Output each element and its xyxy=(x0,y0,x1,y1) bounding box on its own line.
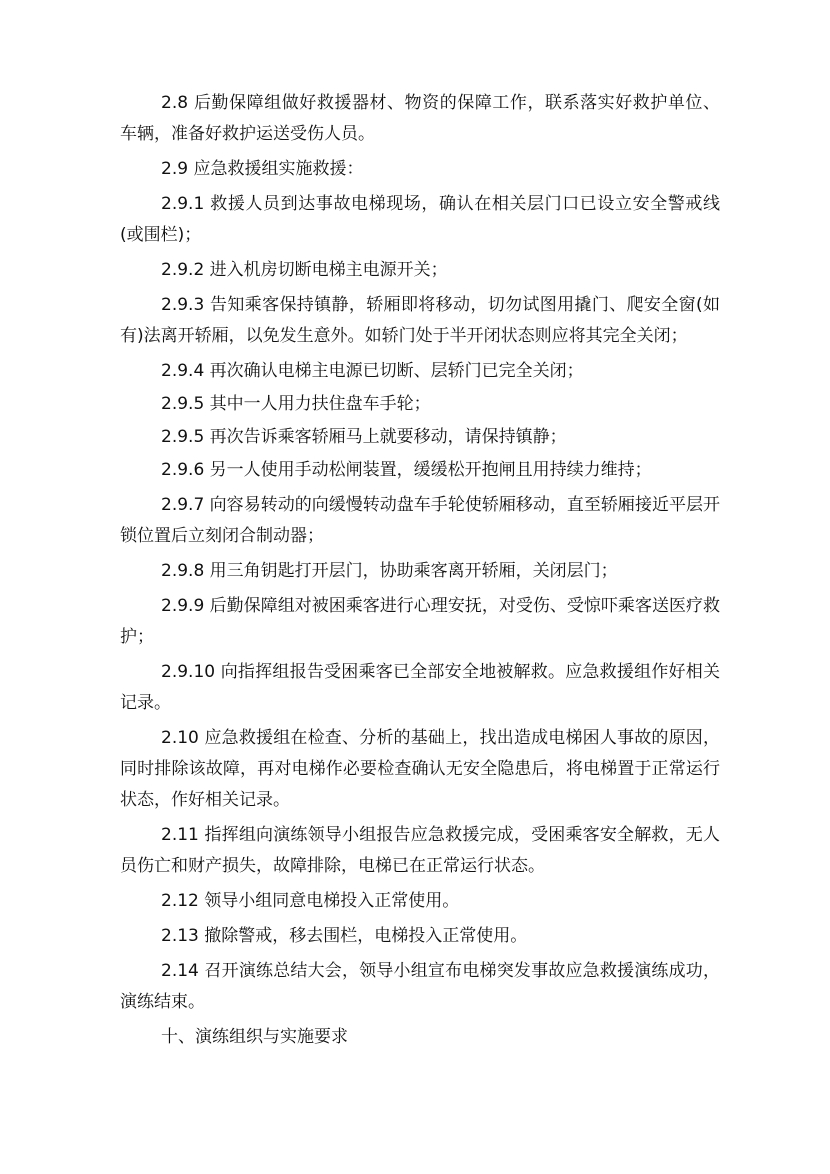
paragraph-2-9: 2.9 应急救援组实施救援： xyxy=(161,159,364,179)
paragraph-2-10: 2.10 应急救援组在检查、分析的基础上，找出造成电梯困人事故的原因，同时排除该故障，再对电梯作必要检查确认无安全隐患后，将电梯置于正常运行状态，作好相关记录。 xyxy=(120,728,720,810)
paragraph-2-13: 2.13 撤除警戒，移去围栏，电梯投入正常使用。 xyxy=(161,926,528,946)
paragraph-2-12: 2.12 领导小组同意电梯投入正常使用。 xyxy=(161,891,460,911)
paragraph-2-9-5b: 2.9.5 再次告诉乘客轿厢马上就要移动，请保持镇静； xyxy=(161,427,567,447)
paragraph-2-9-5a: 2.9.5 其中一人用力扶住盘车手轮； xyxy=(161,394,431,414)
paragraph-2-9-3: 2.9.3 告知乘客保持镇静，轿厢即将移动，切勿试图用撬门、爬安全窗(如有)法离开轿厢，以免发生意外。如轿门处于半开闭状态则应将其完全关闭； xyxy=(120,295,720,346)
section-heading: 十、演练组织与实施要求 xyxy=(161,1027,348,1047)
document-body xyxy=(120,88,720,1053)
paragraph-2-9-9: 2.9.9 后勤保障组对被困乘客进行心理安抚，对受伤、受惊吓乘客送医疗救护； xyxy=(120,596,720,647)
paragraph-2-9-6: 2.9.6 另一人使用手动松闸装置，缓缓松开抱闸且用持续力维持； xyxy=(161,460,652,480)
paragraph-2-9-1: 2.9.1 救援人员到达事故电梯现场，确认在相关层门口已设立安全警戒线(或围栏)； xyxy=(120,194,720,245)
paragraph-2-9-10: 2.9.10 向指挥组报告受困乘客已全部安全地被解救。应急救援组作好相关记录。 xyxy=(120,662,720,713)
paragraph-2-9-7: 2.9.7 向容易转动的向缓慢转动盘车手轮使轿厢移动，直至轿厢接近平层开锁位置后立刻闭合制动器； xyxy=(120,495,720,546)
paragraph-2-8: 2.8 后勤保障组做好救援器材、物资的保障工作，联系落实好救护单位、车辆，准备好救护运送受伤人员。 xyxy=(120,93,720,144)
paragraph-2-9-8: 2.9.8 用三角钥匙打开层门，协助乘客离开轿厢，关闭层门； xyxy=(161,561,618,581)
paragraph-2-9-2: 2.9.2 进入机房切断电梯主电源开关； xyxy=(161,260,448,280)
paragraph-2-9-4: 2.9.4 再次确认电梯主电源已切断、层轿门已完全关闭； xyxy=(161,361,584,381)
paragraph-2-14: 2.14 召开演练总结大会，领导小组宣布电梯突发事故应急救援演练成功，演练结束。 xyxy=(120,961,720,1012)
paragraph-2-11: 2.11 指挥组向演练领导小组报告应急救援完成，受困乘客安全解救，无人员伤亡和财产损失，故障排除，电梯已在正常运行状态。 xyxy=(120,825,720,876)
